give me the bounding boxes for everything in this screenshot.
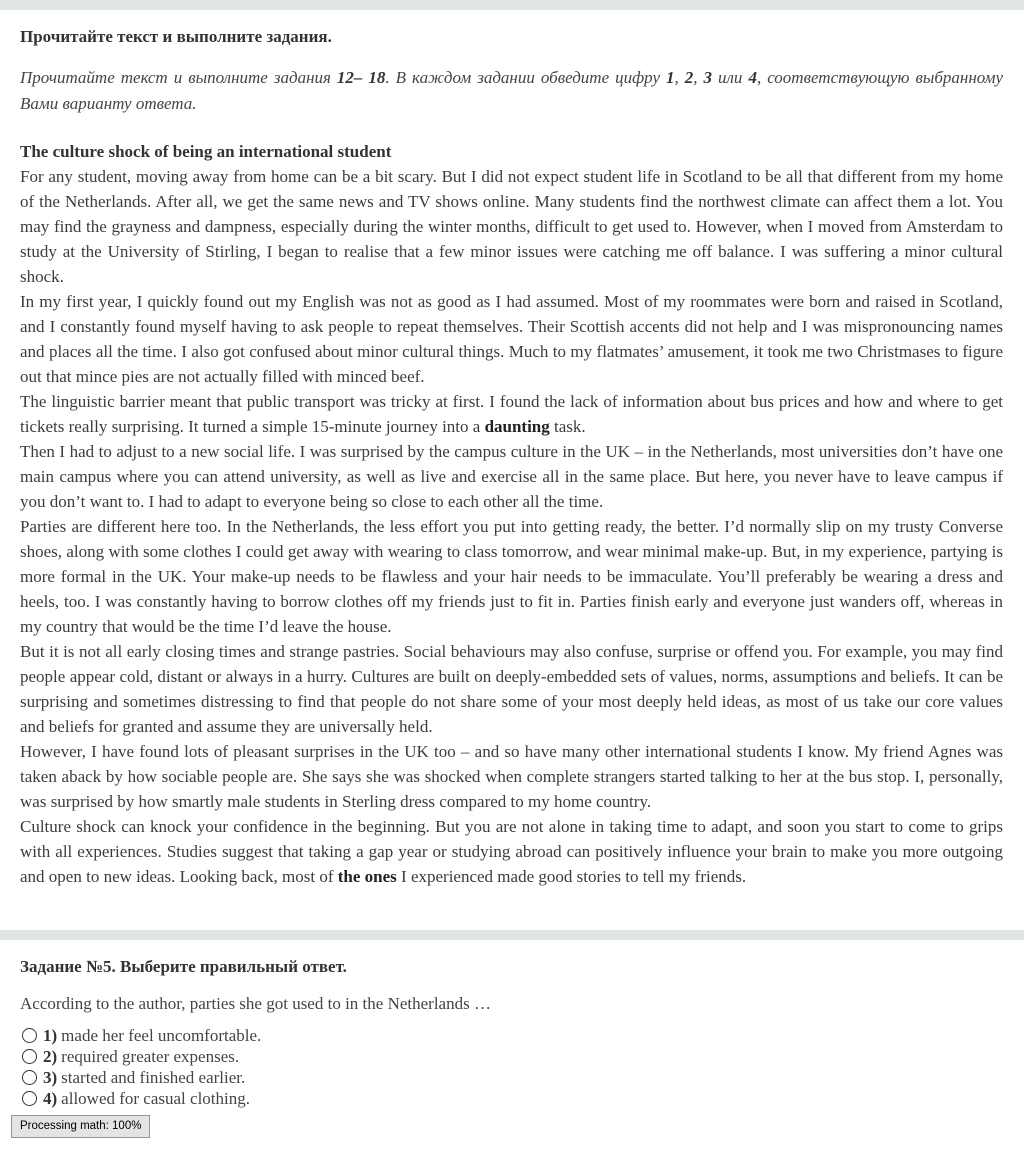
answer-option-3[interactable] [20, 1067, 261, 1088]
task-title: Задание №5. Выберите правильный ответ. [20, 957, 347, 976]
highlighted-word: daunting [484, 417, 550, 436]
article-paragraph: Then I had to adjust to a new social life. I was surprised by the campus culture in the UK – in the Netherlands, most universities don’t have one main campus where you can attend university, as well as live and exercise all in the same place. But here, you never have to leave campus if you don’t want to. I had to adapt to everyone being so close to each other all the time. [20, 442, 1003, 511]
option-text: required greater expenses. [61, 1047, 240, 1066]
option-number: 3) [43, 1068, 58, 1087]
article-paragraph: But it is not all early closing times and strange pastries. Social behaviours may also confuse, surprise or offend you. For example, you may find people appear cold, distant or always in a hurry. Cultures are built on deeply-embedded sets of values, norms, assumptions and beliefs. It can be surprising and sometimes distressing to find that people do not share some of your most deeply held ideas, as most of us take our core values and beliefs for granted and assume they are universally held. [20, 642, 1003, 736]
article-paragraph: In my first year, I quickly found out my English was not as good as I had assumed. Most of my roommates were born and raised in Scotland, and I constantly found myself having to ask people to repeat themselves. Their Scottish accents did not help and I was mispronouncing names and places all the time. I also got confused about minor cultural things. Much to my flatmates’ amusement, it took me two Christmases to figure out that mince pies are not actually filled with minced beef. [20, 292, 1003, 386]
article-paragraph: Parties are different here too. In the Netherlands, the less effort you put into getting ready, the better. I’d normally slip on my trusty Converse shoes, along with some clothes I could get away with wearing to class tomorrow, and wear minimal make-up. But, in my experience, partying is more formal in the UK. Your make-up needs to be flawless and your hair needs to be immaculate. You’ll preferably be wearing a dress and heels, too. I was constantly having to borrow clothes off my friends just to fit in. Parties finish early and everyone just wanders off, whereas in my country that would be the time I’d leave the house. [20, 517, 1003, 636]
highlighted-word: the ones [337, 867, 397, 886]
option-number: 4) [43, 1089, 58, 1108]
radio-button[interactable] [22, 1070, 37, 1085]
article-body [20, 164, 1003, 889]
radio-button[interactable] [22, 1091, 37, 1106]
top-divider-band [0, 0, 1024, 10]
answer-options [20, 1025, 261, 1109]
option-number: 2) [43, 1047, 58, 1066]
answer-option-1[interactable] [20, 1025, 261, 1046]
option-text: started and finished earlier. [61, 1068, 246, 1087]
article-paragraph: The linguistic barrier meant that public transport was tricky at first. I found the lack of information about bus prices and how and where to get tickets really surprising. It turned a simple 15-minute journey into a daunting task. [20, 392, 1003, 436]
article-paragraph: However, I have found lots of pleasant surprises in the UK too – and so have many other international students I know. My friend Agnes was taken aback by how sociable people are. She says she was shocked when complete strangers started talking to her at the bus stop. I, personally, was surprised by how smartly male students in Sterling dress compared to my home country. [20, 742, 1003, 811]
article-title: The culture shock of being an international student [20, 142, 392, 161]
answer-option-4[interactable] [20, 1088, 261, 1109]
section-divider-band [0, 930, 1024, 940]
radio-button[interactable] [22, 1049, 37, 1064]
article-paragraph: Culture shock can knock your confidence in the beginning. But you are not alone in taking time to adapt, and soon you start to come to grips with all experiences. Studies suggest that taking a gap year or studying abroad can positively influence your brain to make you more outgoing and open to new ideas. Looking back, most of the ones I experienced made good stories to tell my friends. [20, 817, 1003, 886]
page-title: Прочитайте текст и выполните задания. [20, 27, 332, 46]
option-number: 1) [43, 1026, 58, 1045]
question-text: According to the author, parties she got used to in the Netherlands … [20, 994, 491, 1013]
option-text: allowed for casual clothing. [61, 1089, 250, 1108]
article-paragraph: For any student, moving away from home can be a bit scary. But I did not expect student life in Scotland to be all that different from my home of the Netherlands. After all, we get the same news and TV shows online. Many students find the northwest climate can affect them a lot. You may find the grayness and dampness, especially during the winter months, difficult to get used to. However, when I moved from Amsterdam to study at the University of Stirling, I began to realise that a few minor issues were catching me off balance. I was suffering a minor cultural shock. [20, 167, 1003, 286]
answer-option-2[interactable] [20, 1046, 261, 1067]
processing-math-status: Processing math: 100% [11, 1115, 150, 1138]
option-text: made her feel uncomfortable. [61, 1026, 262, 1045]
radio-button[interactable] [22, 1028, 37, 1043]
instructions: Прочитайте текст и выполните задания 12– 18. В каждом задании обведите цифру 1, 2, 3 или 4, соответствующую выбранному Вами варианту ответа. [20, 68, 1003, 113]
